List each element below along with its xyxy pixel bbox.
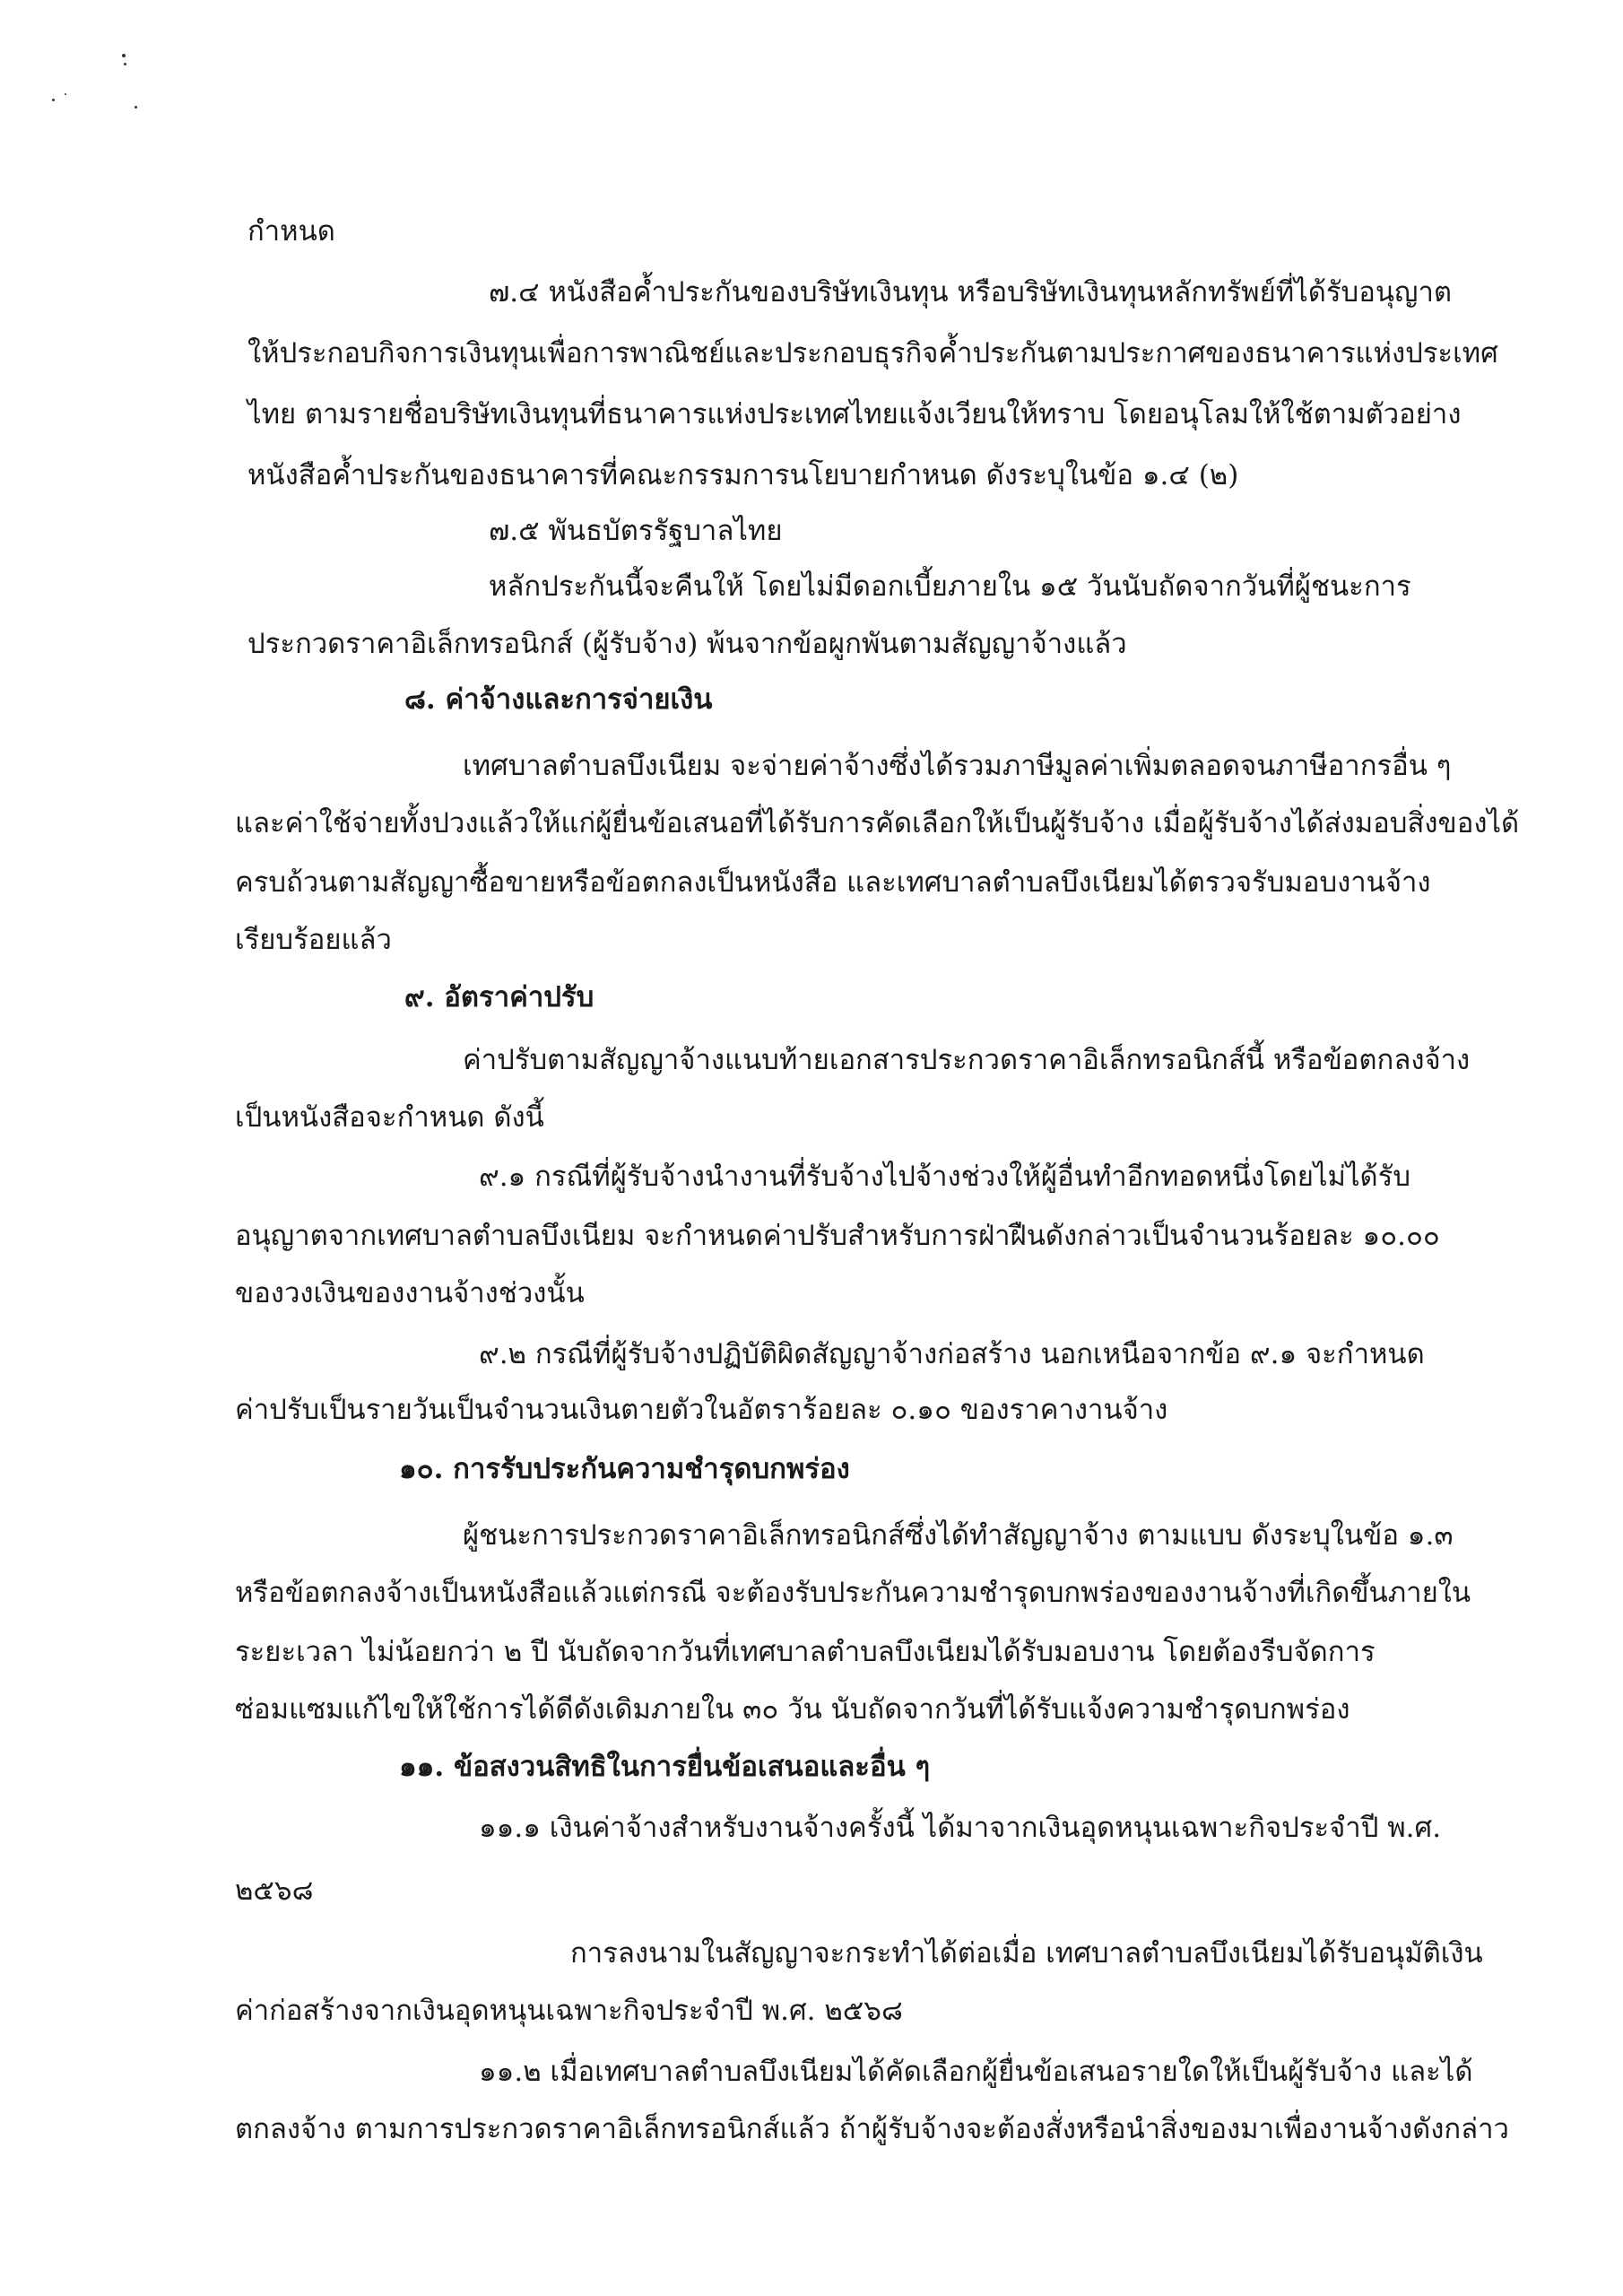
paragraph-text: และค่าใช้จ่ายทั้งปวงแล้วให้แก่ผู้ยื่นข้อเสนอที่ได้รับการคัดเลือกให้เป็นผู้รับจ้าง เมื่อผู้รับจ้างได้ส่งมอบสิ่งของได้	[235, 807, 1520, 839]
line-continuation: กำหนด	[247, 215, 335, 248]
scan-speck	[124, 63, 126, 65]
paragraph-text: หรือข้อตกลงจ้างเป็นหนังสือแล้วแต่กรณี จะต้องรับประกันความชำรุดบกพร่องของงานจ้างที่เกิดขึ้นภายใน	[235, 1577, 1471, 1609]
scan-speck	[135, 106, 137, 109]
section-heading-11: ๑๑. ข้อสงวนสิทธิในการยื่นข้อเสนอและอื่น ๆ	[399, 1751, 931, 1783]
section-heading-10: ๑๐. การรับประกันความชำรุดบกพร่อง	[399, 1453, 850, 1485]
clause-7-4: ๗.๔ หนังสือค้ำประกันของบริษัทเงินทุน หรือบริษัทเงินทุนหลักทรัพย์ที่ได้รับอนุญาต	[489, 276, 1452, 309]
clause-7-5: ๗.๕ พันธบัตรรัฐบาลไทย	[489, 515, 783, 547]
scan-speck	[122, 54, 126, 57]
clause-7-4-text: ไทย ตามรายชื่อบริษัทเงินทุนที่ธนาคารแห่งประเทศไทยแจ้งเวียนให้ทราบ โดยอนุโลมให้ใช้ตามตัวอย่าง	[247, 398, 1462, 430]
section-heading-8: ๘. ค่าจ้างและการจ่ายเงิน	[404, 683, 713, 716]
scan-speck	[52, 99, 55, 101]
scan-speck	[65, 93, 66, 95]
clause-9-2: ๙.๒ กรณีที่ผู้รับจ้างปฏิบัติผิดสัญญาจ้างก่อสร้าง นอกเหนือจากข้อ ๙.๑ จะกำหนด	[479, 1338, 1425, 1370]
paragraph-text: ครบถ้วนตามสัญญาซื้อขายหรือข้อตกลงเป็นหนังสือ และเทศบาลตำบลบึงเนียมได้ตรวจรับมอบงานจ้าง	[235, 866, 1431, 899]
paragraph-text: ประกวดราคาอิเล็กทรอนิกส์ (ผู้รับจ้าง) พ้นจากข้อผูกพันตามสัญญาจ้างแล้ว	[247, 628, 1127, 660]
paragraph-text: ผู้ชนะการประกวดราคาอิเล็กทรอนิกส์ซึ่งได้ทำสัญญาจ้าง ตามแบบ ดังระบุในข้อ ๑.๓	[463, 1519, 1454, 1552]
clause-11-1: ๑๑.๑ เงินค่าจ้างสำหรับงานจ้างครั้งนี้ ได้มาจากเงินอุดหนุนเฉพาะกิจประจำปี พ.ศ.	[479, 1812, 1442, 1844]
paragraph-text: ค่าก่อสร้างจากเงินอุดหนุนเฉพาะกิจประจำปี พ.ศ. ๒๕๖๘	[235, 1995, 903, 2027]
paragraph-text: ค่าปรับเป็นรายวันเป็นจำนวนเงินตายตัวในอัตราร้อยละ ๐.๑๐ ของราคางานจ้าง	[235, 1394, 1168, 1426]
paragraph-text: เป็นหนังสือจะกำหนด ดังนี้	[235, 1101, 544, 1134]
section-heading-9: ๙. อัตราค่าปรับ	[404, 981, 595, 1013]
paragraph-text: การลงนามในสัญญาจะกระทำได้ต่อเมื่อ เทศบาลตำบลบึงเนียมได้รับอนุมัติเงิน	[570, 1937, 1483, 1970]
paragraph-text: ค่าปรับตามสัญญาจ้างแนบท้ายเอกสารประกวดราคาอิเล็กทรอนิกส์นี้ หรือข้อตกลงจ้าง	[463, 1044, 1471, 1076]
paragraph-text: หลักประกันนี้จะคืนให้ โดยไม่มีดอกเบี้ยภายใน ๑๕ วันนับถัดจากวันที่ผู้ชนะการ	[489, 570, 1411, 603]
paragraph-text: เรียบร้อยแล้ว	[235, 924, 392, 956]
paragraph-text: อนุญาตจากเทศบาลตำบลบึงเนียม จะกำหนดค่าปรับสำหรับการฝ่าฝืนดังกล่าวเป็นจำนวนร้อยละ ๑๐.๐๐	[235, 1220, 1440, 1252]
clause-7-4-text: ให้ประกอบกิจการเงินทุนเพื่อการพาณิชย์และประกอบธุรกิจค้ำประกันตามประกาศของธนาคารแห่งประเทศ	[247, 337, 1498, 370]
paragraph-text: ระยะเวลา ไม่น้อยกว่า ๒ ปี นับถัดจากวันที่เทศบาลตำบลบึงเนียมได้รับมอบงาน โดยต้องรีบจัดการ	[235, 1636, 1376, 1668]
clause-11-2: ๑๑.๒ เมื่อเทศบาลตำบลบึงเนียมได้คัดเลือกผู้ยื่นข้อเสนอรายใดให้เป็นผู้รับจ้าง และได้	[479, 2056, 1473, 2088]
clause-7-4-text: หนังสือค้ำประกันของธนาคารที่คณะกรรมการนโยบายกำหนด ดังระบุในข้อ ๑.๔ (๒)	[247, 459, 1239, 491]
paragraph-text: ซ่อมแซมแก้ไขให้ใช้การได้ดีดังเดิมภายใน ๓๐ วัน นับถัดจากวันที่ได้รับแจ้งความชำรุดบกพร่อง	[235, 1693, 1350, 1726]
paragraph-text: ตกลงจ้าง ตามการประกวดราคาอิเล็กทรอนิกส์แล้ว ถ้าผู้รับจ้างจะต้องสั่งหรือนำสิ่งของมาเพื่องานจ้างดังกล่าว	[235, 2113, 1509, 2145]
clause-9-1: ๙.๑ กรณีที่ผู้รับจ้างนำงานที่รับจ้างไปจ้างช่วงให้ผู้อื่นทำอีกทอดหนึ่งโดยไม่ได้รับ	[479, 1161, 1411, 1193]
paragraph-text: เทศบาลตำบลบึงเนียม จะจ่ายค่าจ้างซึ่งได้รวมภาษีมูลค่าเพิ่มตลอดจนภาษีอากรอื่น ๆ	[463, 750, 1452, 782]
paragraph-text: ของวงเงินของงานจ้างช่วงนั้น	[235, 1277, 585, 1309]
paragraph-text: ๒๕๖๘	[235, 1874, 314, 1907]
